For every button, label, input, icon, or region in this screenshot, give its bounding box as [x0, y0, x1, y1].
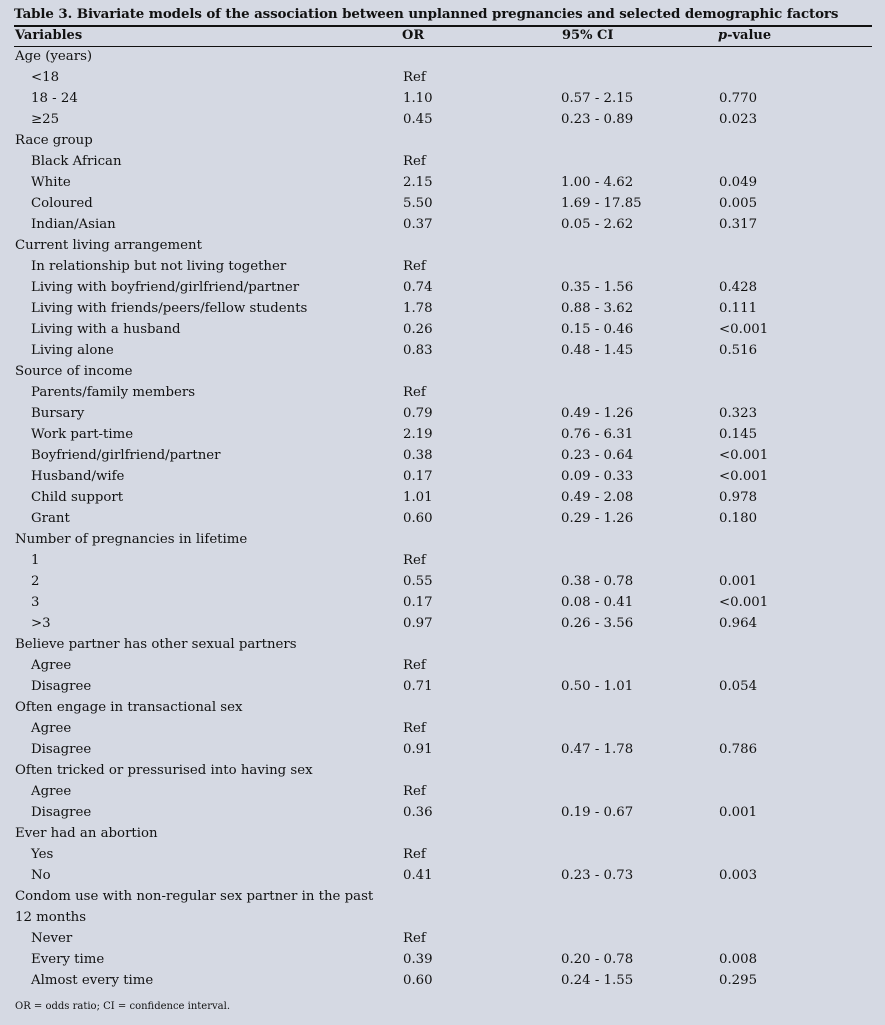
row-ci: 0.23 - 0.89 — [561, 112, 634, 127]
row-p-value: 0.054 — [719, 679, 758, 694]
row-label: Coloured — [31, 196, 93, 211]
row-ci: 0.09 - 0.33 — [561, 469, 634, 484]
row-label: Age (years) — [15, 49, 93, 64]
table-row — [0, 488, 885, 509]
table-row — [0, 68, 885, 89]
row-or: 0.60 — [403, 973, 433, 988]
row-label: Indian/Asian — [31, 217, 116, 232]
table-row — [0, 299, 885, 320]
header-p-italic: p — [718, 28, 728, 43]
row-or: Ref — [403, 784, 426, 799]
table-group-row — [0, 362, 885, 383]
row-p-value: 0.978 — [719, 490, 758, 505]
row-or: Ref — [403, 259, 426, 274]
row-or: 1.78 — [403, 301, 433, 316]
table-row — [0, 278, 885, 299]
row-or: 1.01 — [403, 490, 433, 505]
row-label: Almost every time — [31, 973, 154, 988]
row-p-value: <0.001 — [719, 595, 769, 610]
row-label: Living alone — [31, 343, 114, 358]
row-or: 0.17 — [403, 469, 433, 484]
row-or: 5.50 — [403, 196, 433, 211]
row-label: 3 — [31, 595, 40, 610]
table-row — [0, 425, 885, 446]
table-footnote: OR = odds ratio; CI = confidence interval. — [15, 1001, 230, 1012]
header-p-tail: -value — [727, 28, 772, 43]
row-label: Husband/wife — [31, 469, 125, 484]
row-label: Never — [31, 931, 73, 946]
table-row — [0, 320, 885, 341]
row-or: 1.10 — [403, 91, 433, 106]
table-body — [0, 47, 885, 992]
row-or: 0.38 — [403, 448, 433, 463]
row-label: No — [31, 868, 51, 883]
header-variables: Variables — [15, 28, 83, 43]
row-or: 0.36 — [403, 805, 433, 820]
header-p-value — [718, 28, 771, 43]
row-p-value: 0.001 — [719, 805, 758, 820]
table-row — [0, 803, 885, 824]
table-row — [0, 782, 885, 803]
row-label: Black African — [31, 154, 122, 169]
table-group-row — [0, 131, 885, 152]
row-ci: 1.69 - 17.85 — [561, 196, 642, 211]
table-group-row — [0, 698, 885, 719]
table-group-row — [0, 236, 885, 257]
row-ci: 0.23 - 0.73 — [561, 868, 634, 883]
row-label: <18 — [31, 70, 60, 85]
row-or: Ref — [403, 931, 426, 946]
row-p-value: 0.516 — [719, 343, 758, 358]
row-ci: 0.08 - 0.41 — [561, 595, 634, 610]
row-ci: 0.38 - 0.78 — [561, 574, 634, 589]
row-label: Every time — [31, 952, 105, 967]
row-p-value: <0.001 — [719, 322, 769, 337]
table-row — [0, 89, 885, 110]
table-row — [0, 173, 885, 194]
row-label: Race group — [15, 133, 93, 148]
row-label: Number of pregnancies in lifetime — [15, 532, 248, 547]
row-label: Grant — [31, 511, 70, 526]
row-or: 0.37 — [403, 217, 433, 232]
table-row — [0, 719, 885, 740]
row-or: 2.19 — [403, 427, 433, 442]
table-row — [0, 215, 885, 236]
table-group-row — [0, 635, 885, 656]
row-label: >3 — [31, 616, 51, 631]
row-ci: 0.88 - 3.62 — [561, 301, 634, 316]
row-label: 1 — [31, 553, 40, 568]
row-label: Agree — [31, 784, 72, 799]
row-ci: 0.57 - 2.15 — [561, 91, 634, 106]
row-label: Ever had an abortion — [15, 826, 158, 841]
row-label: Living with friends/peers/fellow students — [31, 301, 308, 316]
row-or: Ref — [403, 553, 426, 568]
table-row — [0, 614, 885, 635]
row-p-value: 0.111 — [719, 301, 758, 316]
row-ci: 0.26 - 3.56 — [561, 616, 634, 631]
table-group-row — [0, 47, 885, 68]
table-row — [0, 950, 885, 971]
row-ci: 0.50 - 1.01 — [561, 679, 634, 694]
row-or: 0.71 — [403, 679, 433, 694]
table-header — [0, 28, 885, 45]
row-ci: 1.00 - 4.62 — [561, 175, 634, 190]
table-row — [0, 551, 885, 572]
table-group-row — [0, 824, 885, 845]
table-row — [0, 257, 885, 278]
row-label: Condom use with non-regular sex partner in the past — [15, 889, 374, 904]
table-group-row — [0, 887, 885, 908]
table-row — [0, 593, 885, 614]
row-ci: 0.47 - 1.78 — [561, 742, 634, 757]
row-p-value: <0.001 — [719, 469, 769, 484]
row-label: Child support — [31, 490, 124, 505]
table-row — [0, 383, 885, 404]
table-row — [0, 509, 885, 530]
row-label: Believe partner has other sexual partners — [15, 637, 297, 652]
row-or: 2.15 — [403, 175, 433, 190]
table-row — [0, 446, 885, 467]
table-row — [0, 677, 885, 698]
row-or: Ref — [403, 847, 426, 862]
row-label: 2 — [31, 574, 40, 589]
row-or: 0.74 — [403, 280, 433, 295]
row-ci: 0.49 - 1.26 — [561, 406, 634, 421]
row-ci: 0.24 - 1.55 — [561, 973, 634, 988]
row-or: 0.26 — [403, 322, 433, 337]
row-ci: 0.20 - 0.78 — [561, 952, 634, 967]
row-label: Disagree — [31, 679, 92, 694]
row-ci: 0.15 - 0.46 — [561, 322, 634, 337]
row-label: Source of income — [15, 364, 133, 379]
row-ci: 0.19 - 0.67 — [561, 805, 634, 820]
row-label: Bursary — [31, 406, 85, 421]
table-group-row — [0, 908, 885, 929]
row-label: Disagree — [31, 742, 92, 757]
table-row — [0, 467, 885, 488]
row-label: ≥25 — [31, 112, 60, 127]
row-p-value: 0.180 — [719, 511, 758, 526]
row-p-value: 0.317 — [719, 217, 758, 232]
row-or: 0.60 — [403, 511, 433, 526]
row-p-value: 0.323 — [719, 406, 758, 421]
row-p-value: 0.786 — [719, 742, 758, 757]
table-row — [0, 656, 885, 677]
row-label: Work part-time — [31, 427, 134, 442]
table-row — [0, 194, 885, 215]
row-p-value: 0.023 — [719, 112, 758, 127]
header-or: OR — [402, 28, 425, 43]
row-or: 0.39 — [403, 952, 433, 967]
table-row — [0, 866, 885, 887]
row-p-value: 0.428 — [719, 280, 758, 295]
table-row — [0, 110, 885, 131]
row-or: 0.55 — [403, 574, 433, 589]
row-or: 0.45 — [403, 112, 433, 127]
row-label: 18 - 24 — [31, 91, 78, 106]
table-row — [0, 572, 885, 593]
row-or: 0.97 — [403, 616, 433, 631]
table-row — [0, 404, 885, 425]
row-ci: 0.05 - 2.62 — [561, 217, 634, 232]
row-or: 0.83 — [403, 343, 433, 358]
row-label: Current living arrangement — [15, 238, 202, 253]
row-label: Boyfriend/girlfriend/partner — [31, 448, 221, 463]
row-ci: 0.23 - 0.64 — [561, 448, 634, 463]
row-p-value: 0.770 — [719, 91, 758, 106]
row-label: Parents/family members — [31, 385, 196, 400]
row-or: 0.41 — [403, 868, 433, 883]
row-or: Ref — [403, 721, 426, 736]
table-row — [0, 929, 885, 950]
row-p-value: 0.001 — [719, 574, 758, 589]
row-p-value: 0.008 — [719, 952, 758, 967]
row-or: Ref — [403, 385, 426, 400]
row-p-value: 0.003 — [719, 868, 758, 883]
table-row — [0, 341, 885, 362]
row-or: 0.79 — [403, 406, 433, 421]
row-p-value: 0.049 — [719, 175, 758, 190]
row-label: White — [31, 175, 71, 190]
table-row — [0, 971, 885, 992]
table-group-row — [0, 530, 885, 551]
row-label: In relationship but not living together — [31, 259, 287, 274]
row-label: Yes — [31, 847, 54, 862]
row-label: Living with boyfriend/girlfriend/partner — [31, 280, 300, 295]
table-title: Table 3. Bivariate models of the association between unplanned pregnancies and selected demographic factors — [14, 6, 839, 22]
table-row — [0, 740, 885, 761]
table-row — [0, 845, 885, 866]
row-label: Often tricked or pressurised into having sex — [15, 763, 313, 778]
table-group-row — [0, 761, 885, 782]
row-label: Disagree — [31, 805, 92, 820]
top-rule — [14, 25, 872, 27]
row-p-value: 0.964 — [719, 616, 758, 631]
row-p-value: 0.145 — [719, 427, 758, 442]
row-label: Living with a husband — [31, 322, 181, 337]
header-ci: 95% CI — [562, 28, 614, 43]
row-p-value: 0.295 — [719, 973, 758, 988]
row-p-value: 0.005 — [719, 196, 758, 211]
row-label: Often engage in transactional sex — [15, 700, 243, 715]
row-label: 12 months — [15, 910, 87, 925]
table-row — [0, 152, 885, 173]
row-or: 0.91 — [403, 742, 433, 757]
row-p-value: <0.001 — [719, 448, 769, 463]
row-ci: 0.35 - 1.56 — [561, 280, 634, 295]
row-or: Ref — [403, 70, 426, 85]
row-or: Ref — [403, 658, 426, 673]
row-label: Agree — [31, 658, 72, 673]
row-ci: 0.76 - 6.31 — [561, 427, 634, 442]
row-or: Ref — [403, 154, 426, 169]
row-or: 0.17 — [403, 595, 433, 610]
row-ci: 0.29 - 1.26 — [561, 511, 634, 526]
row-label: Agree — [31, 721, 72, 736]
row-ci: 0.49 - 2.08 — [561, 490, 634, 505]
row-ci: 0.48 - 1.45 — [561, 343, 634, 358]
